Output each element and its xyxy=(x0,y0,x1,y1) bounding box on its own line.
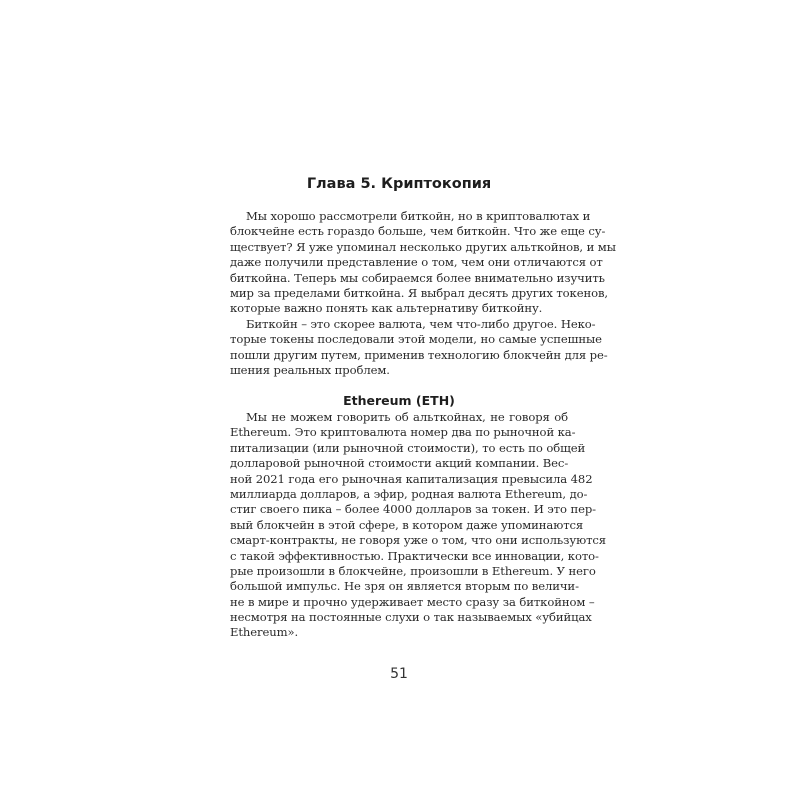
chapter-title: Глава 5. Криптокопия xyxy=(306,176,492,192)
text-line: Биткойн – это скорее валюта, чем что-либо другое. Неко- xyxy=(246,316,596,331)
section-text xyxy=(230,410,607,641)
text-line: Мы хорошо рассмотрели биткойн, но в криптовалютах и xyxy=(246,209,591,223)
text-line: с такой эффективностью. Практически все инновации, кото- xyxy=(230,548,599,563)
text-line: стиг своего пика – более 4000 долларов за токен. И это пер- xyxy=(230,502,596,517)
text-line: шения реальных проблем. xyxy=(230,362,390,377)
page-number: 51 xyxy=(390,666,408,682)
text-line: несмотря на постоянные слухи о так называемых «убийцах xyxy=(230,610,592,625)
text-line: торые токены последовали этой модели, но самые успешные xyxy=(230,332,602,347)
text-line: пошли другим путем, применив технологию блокчейн для ре- xyxy=(230,347,608,362)
text-line: ной 2021 года его рыночная капитализация превысила 482 xyxy=(230,471,593,486)
text-line: биткойна. Теперь мы собираемся более внимательно изучить xyxy=(230,270,605,285)
text-line: ществует? Я уже упоминал несколько других альткойнов, и мы xyxy=(230,239,616,254)
text-line: Ethereum. Это криптовалюта номер два по рыночной ка- xyxy=(230,425,576,440)
text-line: Ethereum». xyxy=(230,625,299,640)
text-line: смарт-контракты, не говоря уже о том, что они используются xyxy=(230,533,607,548)
text-line: большой импульс. Не зря он является вторым по величи- xyxy=(230,579,579,594)
text-line: которые важно понять как альтернативу биткойну. xyxy=(230,301,543,316)
text-line: Мы не можем говорить об альткойнах, не говоря об xyxy=(246,410,568,424)
text-line: мир за пределами биткойна. Я выбрал десять других токенов, xyxy=(230,285,608,300)
section-title: Ethereum (ETH) xyxy=(343,393,455,408)
text-line: миллиарда долларов, а эфир, родная валюта Ethereum, до- xyxy=(230,486,588,501)
text-line: даже получили представление о том, чем они отличаются от xyxy=(230,255,603,270)
text-line: рые произошли в блокчейне, произошли в Ethereum. У него xyxy=(230,563,596,578)
text-line: долларовой рыночной стоимости акций компании. Вес- xyxy=(230,456,569,471)
text-line: блокчейне есть гораздо больше, чем биткойн. Что же еще су- xyxy=(230,224,606,239)
intro-text xyxy=(230,209,616,378)
text-line: вый блокчейн в этой сфере, в котором даже упоминаются xyxy=(230,517,584,532)
text-line: не в мире и прочно удерживает место сразу за биткойном – xyxy=(230,594,595,609)
text-line: питализации (или рыночной стоимости), то есть по общей xyxy=(230,440,586,455)
